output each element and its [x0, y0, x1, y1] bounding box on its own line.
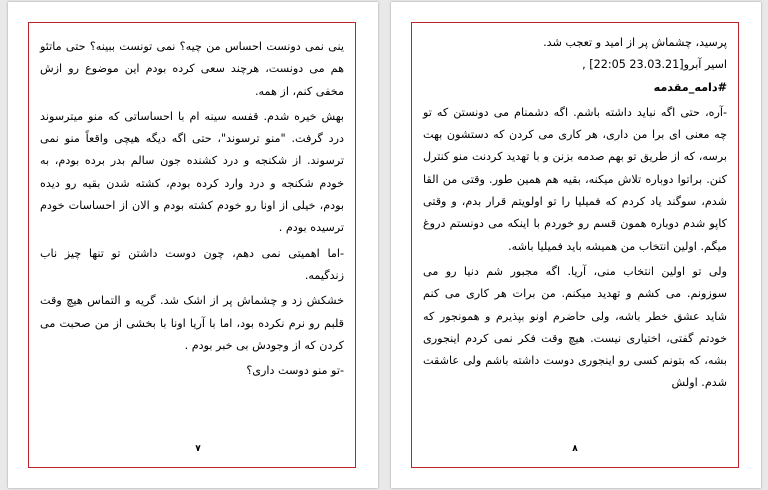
page-text-body — [40, 36, 344, 385]
section-hashtag: #دامه_مقدمه — [653, 80, 727, 94]
paragraph: بهش خیره شدم. قفسه سینه ام با احساساتی که منو میترسوند درد گرفت. "منو ترسوند"، حتی اگه دیگه هیچی واقعاً منو نمی ترسوند. از شکنجه و درد کشنده جون سالم بدر برده بودم، به خودم شکنجه و درد وارد کرده بودم، کشته شدن بقیه رو دیده بودم، خیلی از اونا رو خودم کشته بودم و الان از احساسات خودم ترسیده بودم . — [40, 109, 344, 235]
paragraph: ینی نمی دونست احساس من چیه؟ نمی تونست ببینه؟ حتی ماتئو هم می دونست، هرچند سعی کرده بودم این موضوع رو ازش مخفی کنم، از همه. — [40, 40, 344, 98]
paragraph: ولی تو اولین انتخاب منی، آریا. اگه مجبور شم دنیا رو می سوزونم. می کشم و تهدید میکنم. من برات هر کاری می کنم شاید عشق خطر باشه، ولی حاضرم اونو بپذیرم و همونجور که خودتم گفتی، اختیاری نیست. هیچ وقت فکر نمی کردم اینجوری بشه، که بتونم کسی رو اینجوری دوست داشته باشم ولی عاشقت شدم. اولش — [423, 264, 727, 390]
paragraph: -اما اهمیتی نمی دهم، چون دوست داشتن تو تنها چیز ناب زندگیمه. — [40, 246, 344, 282]
paragraph: -تو منو دوست داری؟ — [246, 364, 344, 378]
intro-line: پرسید، چشماش پر از امید و تعجب شد. — [543, 36, 727, 49]
source-line: اسیر آبرو[23.03.21 22:05] , — [582, 58, 727, 72]
page-text-body — [423, 32, 727, 398]
page-number: ۸ — [572, 444, 578, 454]
paragraph: خشکش زد و چشماش پر از اشک شد. گریه و التماس هیچ وقت قلبم رو نرم نکرده بود، اما با آریا اونا با بخشی از من صحبت می کردن که از وجودش بی خبر بودم . — [40, 294, 344, 352]
page-number: ۷ — [195, 444, 201, 454]
paragraph: -آره، حتی اگه نباید داشته باشم. اگه دشمنام می دونستن که تو چه معنی ای برا من داری، هر کاری می کردن که دستشون بهت برسه، که از طریق تو بهم صدمه بزنن و با تهدید کردنت منو کنترل کنن. براتوا دوباره تلاش میکنه، بقیه هم همین طور. وقتی من القا شدم، سوگند یاد کردم که فمیلیا را تو اولویتم قرار بدم، و وقتی کاپو شدم دوباره همون قسم رو خوردم با اینکه می دونستم دروغ میگم. اولین انتخاب من همیشه باید فمیلیا باشه. — [423, 105, 727, 253]
page-7 — [8, 2, 378, 488]
page-8 — [391, 2, 761, 488]
